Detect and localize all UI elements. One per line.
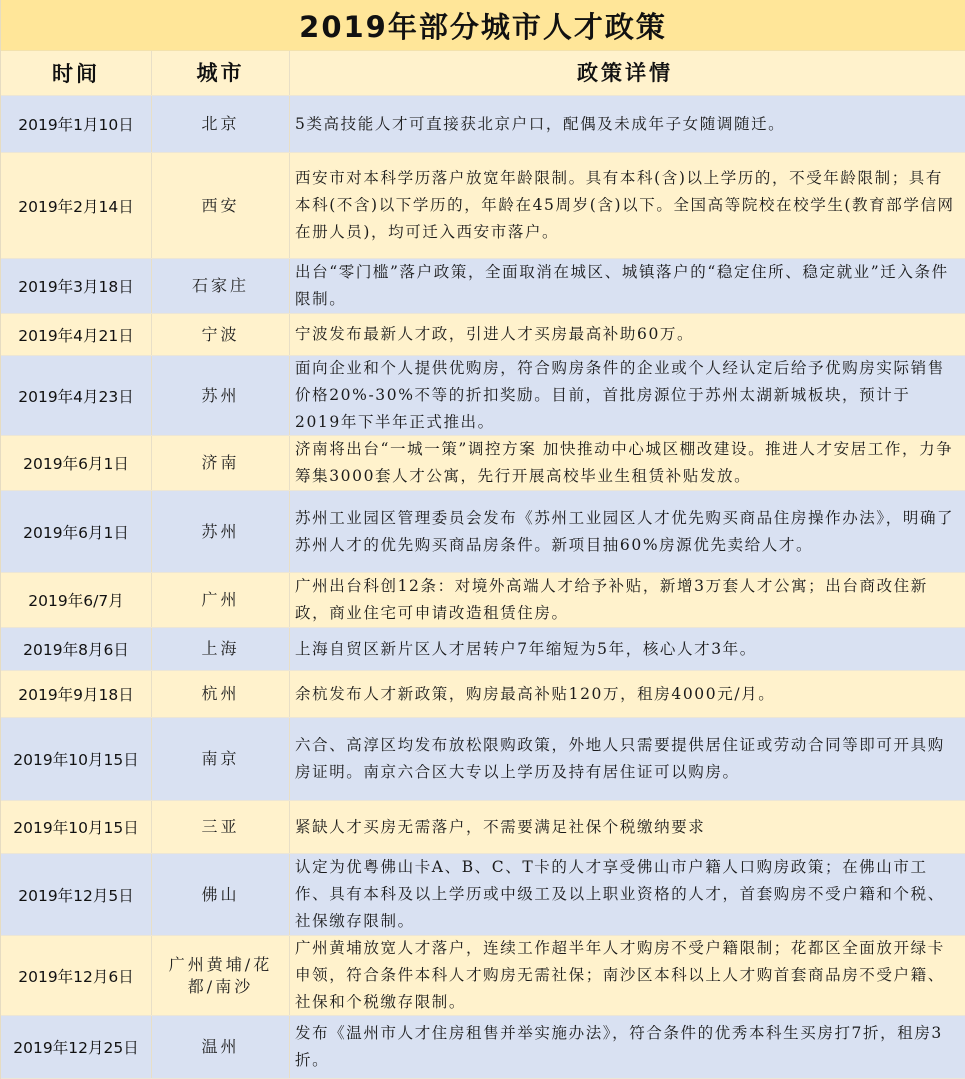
date-cell: 2019年10月15日 <box>1 718 152 800</box>
table-row <box>1 314 965 356</box>
detail-cell: 5类高技能人才可直接获北京户口，配偶及未成年子女随调随迁。 <box>295 114 786 133</box>
city-cell: 温州 <box>152 1016 290 1078</box>
table-row <box>1 854 965 936</box>
table-row <box>1 628 965 671</box>
city-cell: 北京 <box>152 96 290 152</box>
table-row <box>1 573 965 628</box>
date-cell: 2019年4月23日 <box>1 356 152 435</box>
detail-cell: 六合、高淳区均发布放松限购政策，外地人只需要提供居住证或劳动合同等即可开具购房证明。南京六合区大专以上学历及持有居住证可以购房。 <box>295 736 945 781</box>
table-row <box>1 356 965 436</box>
date-cell: 2019年12月25日 <box>1 1016 152 1078</box>
date-cell: 2019年10月15日 <box>1 801 152 853</box>
detail-cell: 紧缺人才买房无需落户，不需要满足社保个税缴纳要求 <box>295 817 706 836</box>
detail-cell: 西安市对本科学历落户放宽年龄限制。具有本科(含)以上学历的，不受年龄限制；具有本科(不含)以下学历的，年龄在45周岁(含)以下。全国高等院校在校学生(教育部学信网在册人员)，均可迁入西安市落户。 <box>295 169 955 241</box>
city-cell: 上海 <box>152 628 290 670</box>
date-cell: 2019年6/7月 <box>1 573 152 627</box>
table-row <box>1 801 965 854</box>
table-row <box>1 153 965 259</box>
date-cell: 2019年6月1日 <box>1 436 152 490</box>
city-cell: 佛山 <box>152 854 290 935</box>
table-title: 2019年部分城市人才政策 <box>1 0 965 51</box>
table-header-row <box>1 51 965 96</box>
city-cell: 济南 <box>152 436 290 490</box>
column-header-detail: 政策详情 <box>577 60 673 85</box>
city-cell: 宁波 <box>152 314 290 355</box>
table-row <box>1 936 965 1016</box>
detail-cell: 苏州工业园区管理委员会发布《苏州工业园区人才优先购买商品住房操作办法》，明确了苏州人才的优先购买商品房条件。新项目抽60%房源优先卖给人才。 <box>295 508 955 554</box>
detail-cell: 宁波发布最新人才政，引进人才买房最高补助60万。 <box>295 325 695 343</box>
detail-cell: 余杭发布人才新政策，购房最高补贴120万，租房4000元/月。 <box>295 684 776 703</box>
city-cell: 杭州 <box>152 671 290 717</box>
table-row <box>1 671 965 718</box>
table-row <box>1 259 965 314</box>
detail-cell: 广州出台科创12条：对境外高端人才给予补贴，新增3万套人才公寓；出台商改住新政，商业住宅可申请改造租赁住房。 <box>295 577 928 622</box>
city-cell: 三亚 <box>152 801 290 853</box>
city-cell: 苏州 <box>152 356 290 435</box>
detail-cell: 广州黄埔放宽人才落户，连续工作超半年人才购房不受户籍限制；花都区全面放开绿卡申领，符合条件本科人才购房无需社保；南沙区本科以上人才购首套商品房不受户籍、社保和个税缴存限制。 <box>295 939 945 1011</box>
detail-cell: 认定为优粤佛山卡A、B、C、T卡的人才享受佛山市户籍人口购房政策；在佛山市工作、具有本科及以上学历或中级工及以上职业资格的人才，首套购房不受户籍和个税、社保缴存限制。 <box>295 858 945 930</box>
date-cell: 2019年9月18日 <box>1 671 152 717</box>
table-row <box>1 96 965 153</box>
detail-cell: 上海自贸区新片区人才居转户7年缩短为5年，核心人才3年。 <box>295 639 757 658</box>
table-row <box>1 1016 965 1079</box>
date-cell: 2019年1月10日 <box>1 96 152 152</box>
detail-cell: 面向企业和个人提供优购房，符合购房条件的企业或个人经认定后给予优购房实际销售价格20%-30%不等的折扣奖励。目前，首批房源位于苏州太湖新城板块，预计于2019年下半年正式推出。 <box>295 359 945 431</box>
city-cell: 石家庄 <box>152 259 290 313</box>
city-cell: 南京 <box>152 718 290 800</box>
city-cell: 苏州 <box>152 491 290 572</box>
date-cell: 2019年12月6日 <box>1 936 152 1015</box>
table-row <box>1 436 965 491</box>
detail-cell: 发布《温州市人才住房租售并举实施办法》，符合条件的优秀本科生买房打7折，租房3折。 <box>295 1024 943 1069</box>
city-cell: 广州黄埔/花都/南沙 <box>152 936 290 1015</box>
detail-cell: 济南将出台“一城一策”调控方案 加快推动中心城区棚改建设。推进人才安居工作，力争筹集3000套人才公寓，先行开展高校毕业生租赁补贴发放。 <box>295 440 954 485</box>
column-header-city: 城市 <box>152 51 290 95</box>
city-cell: 广州 <box>152 573 290 627</box>
date-cell: 2019年8月6日 <box>1 628 152 670</box>
date-cell: 2019年12月5日 <box>1 854 152 935</box>
table-row <box>1 491 965 573</box>
date-cell: 2019年4月21日 <box>1 314 152 355</box>
table-row <box>1 718 965 801</box>
date-cell: 2019年3月18日 <box>1 259 152 313</box>
date-cell: 2019年6月1日 <box>1 491 152 572</box>
column-header-date: 时间 <box>1 51 152 95</box>
detail-cell: 出台“零门槛”落户政策，全面取消在城区、城镇落户的“稳定住所、稳定就业”迁入条件限制。 <box>295 263 949 308</box>
city-cell: 西安 <box>152 153 290 258</box>
date-cell: 2019年2月14日 <box>1 153 152 258</box>
